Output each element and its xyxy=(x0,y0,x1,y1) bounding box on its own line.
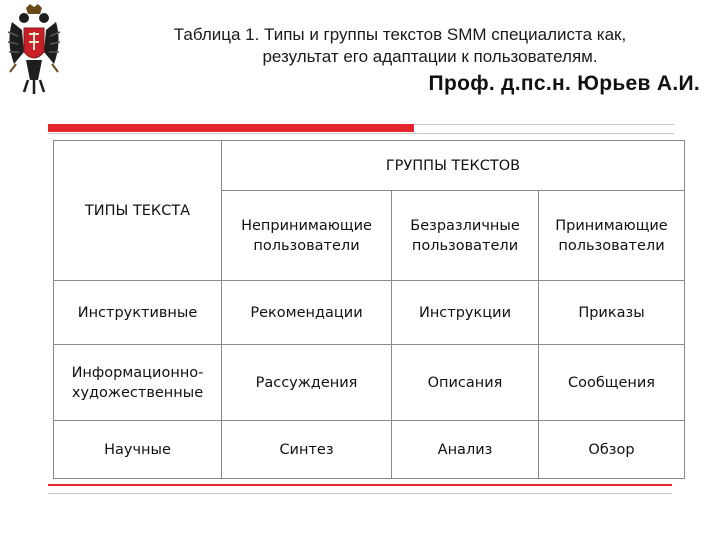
divider-top xyxy=(414,124,674,125)
table-cell: Описания xyxy=(392,345,539,421)
types-header-cell xyxy=(54,141,222,281)
column-header: Непринимающие пользователи xyxy=(222,191,392,281)
table-cell: Обзор xyxy=(539,421,685,479)
title-line-1: Таблица 1. Типы и группы текстов SMM специалиста как, xyxy=(173,25,627,44)
table-row xyxy=(54,421,685,479)
table-cell: Инструкции xyxy=(392,281,539,345)
types-header: ТИПЫ ТЕКСТА xyxy=(84,202,191,219)
row-type-cell: Информационно- художественные xyxy=(54,345,222,421)
table-row xyxy=(54,345,685,421)
table-cell: Анализ xyxy=(392,421,539,479)
slide-title xyxy=(100,24,700,68)
divider-bottom xyxy=(48,493,672,494)
table-header-row xyxy=(54,141,685,191)
table-row xyxy=(54,281,685,345)
title-line-2: результат его адаптации к пользователям. xyxy=(262,47,598,66)
divider-bottom-red xyxy=(48,484,672,486)
groups-header: ГРУППЫ ТЕКСТОВ xyxy=(385,157,521,174)
groups-header-cell xyxy=(222,141,685,191)
divider-top-2 xyxy=(48,133,674,134)
text-types-table xyxy=(53,140,685,479)
accent-bar xyxy=(48,124,414,132)
table-cell: Сообщения xyxy=(539,345,685,421)
university-emblem xyxy=(4,2,64,102)
row-type-cell: Инструктивные xyxy=(54,281,222,345)
row-type-cell: Научные xyxy=(54,421,222,479)
table-cell: Рассуждения xyxy=(222,345,392,421)
table-cell: Приказы xyxy=(539,281,685,345)
table-cell: Рекомендации xyxy=(222,281,392,345)
column-header: Безразличные пользователи xyxy=(392,191,539,281)
column-header: Принимающие пользователи xyxy=(539,191,685,281)
author-name: Проф. д.пс.н. Юрьев А.И. xyxy=(428,72,700,95)
table-cell: Синтез xyxy=(222,421,392,479)
